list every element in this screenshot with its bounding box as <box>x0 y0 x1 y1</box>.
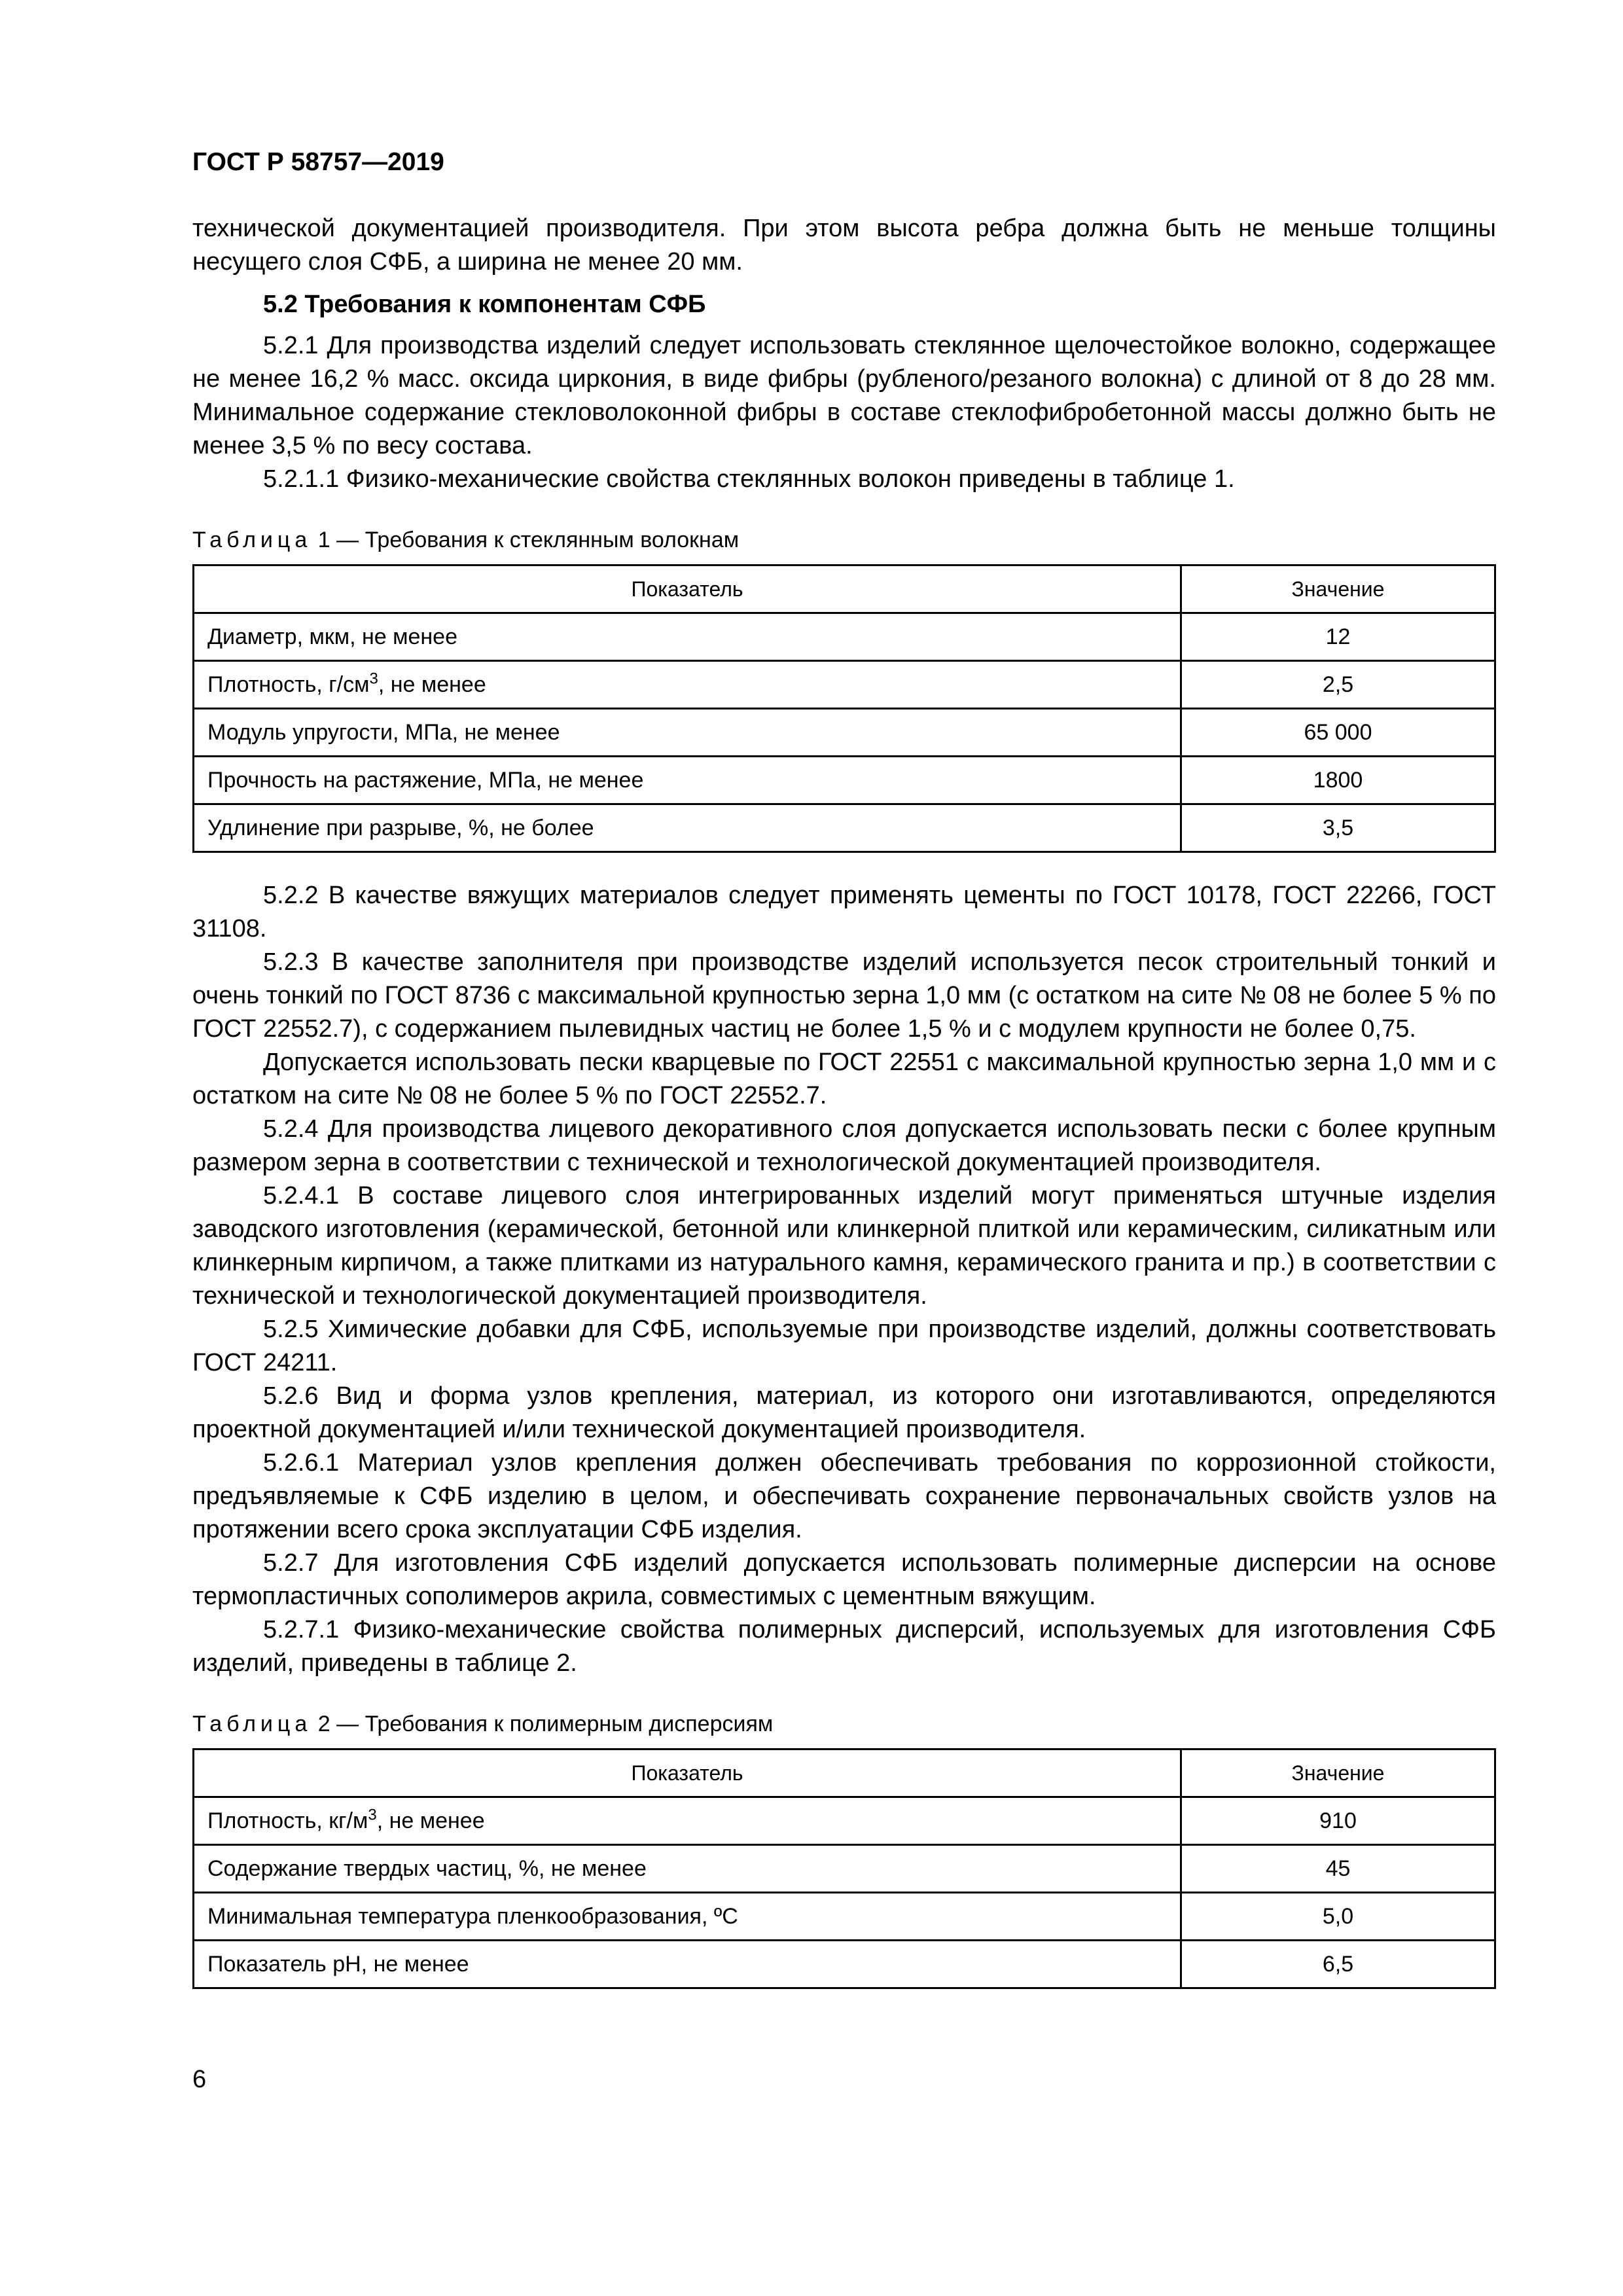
param-cell: Прочность на растяжение, МПа, не менее <box>194 757 1181 804</box>
value-cell: 45 <box>1181 1845 1495 1893</box>
table1 <box>192 564 1496 853</box>
param-cell: Содержание твердых частиц, %, не менее <box>194 1845 1181 1893</box>
table1-col-value: Значение <box>1181 565 1495 613</box>
paragraph-5-2-1-1: 5.2.1.1 Физико-механические свойства стеклянных волокон приведены в таблице 1. <box>263 465 1235 493</box>
param-text: Плотность, г/см <box>207 672 370 697</box>
param-cell: Минимальная температура пленкообразования, ºС <box>194 1893 1181 1941</box>
paragraph-5-2-7-1: 5.2.7.1 Физико-механические свойства полимерных дисперсий, используемых для изготовления СФБ изделий, приведены в таблице 2. <box>192 1616 1496 1677</box>
value-cell: 5,0 <box>1181 1893 1495 1941</box>
table-row <box>194 1893 1495 1941</box>
value-cell: 2,5 <box>1181 661 1495 709</box>
table1-caption-text: 1 — Требования к стеклянным волокнам <box>317 528 740 552</box>
table2-caption <box>192 1709 1496 1739</box>
paragraph-5-2-7: 5.2.7 Для изготовления СФБ изделий допускается использовать полимерные дисперсии на основе термопластичных сополимеров акрила, совместимых с цементным вяжущим. <box>192 1549 1496 1610</box>
table1-caption-word: Таблица <box>192 528 312 552</box>
table-row <box>194 661 1495 709</box>
table2-header-row <box>194 1749 1495 1797</box>
superscript: 3 <box>369 670 378 688</box>
table-row <box>194 709 1495 757</box>
value-cell: 3,5 <box>1181 804 1495 852</box>
table-row <box>194 1941 1495 1988</box>
param-cell: Показатель рН, не менее <box>194 1941 1181 1988</box>
paragraph-5-2-3-note: Допускается использовать пески кварцевые по ГОСТ 22551 с максимальной крупностью зерна 1,0 мм и с остатком на сите № 08 не более 5 % по ГОСТ 22552.7. <box>192 1049 1496 1109</box>
table2 <box>192 1748 1496 1989</box>
paragraph-5-2-2: 5.2.2 В качестве вяжущих материалов следует применять цементы по ГОСТ 10178, ГОСТ 22266, ГОСТ 31108. <box>192 882 1496 942</box>
intro-paragraph: технической документацией производителя. При этом высота ребра должна быть не меньше толщины несущего слоя СФБ, а ширина не менее 20 мм. <box>192 215 1496 276</box>
table2-caption-text: 2 — Требования к полимерным дисперсиям <box>317 1712 774 1736</box>
paragraph-5-2-6: 5.2.6 Вид и форма узлов крепления, материал, из которого они изготавливаются, определяются проектной документацией и/или технической документацией производителя. <box>192 1382 1496 1443</box>
document-page <box>192 144 1496 1989</box>
paragraph-5-2-4: 5.2.4 Для производства лицевого декоративного слоя допускается использовать пески с более крупным размером зерна в соответствии с технической и технологической документацией производителя. <box>192 1115 1496 1176</box>
param-cell <box>194 1797 1181 1845</box>
paragraph-5-2-6-1: 5.2.6.1 Материал узлов крепления должен обеспечивать требования по коррозионной стойкости, предъявляемые к СФБ изделию в целом, и обеспечивать сохранение первоначальных свойств узлов на протяжении всего срока эксплуатации СФБ изделия. <box>192 1449 1496 1543</box>
table1-col-param: Показатель <box>194 565 1181 613</box>
param-cell: Диаметр, мкм, не менее <box>194 613 1181 661</box>
param-text: Плотность, кг/м <box>207 1808 368 1833</box>
value-cell: 910 <box>1181 1797 1495 1845</box>
spacer <box>192 853 1496 879</box>
superscript: 3 <box>368 1806 377 1824</box>
section-heading: 5.2 Требования к компонентам СФБ <box>263 291 706 318</box>
value-cell: 1800 <box>1181 757 1495 804</box>
param-cell: Модуль упругости, МПа, не менее <box>194 709 1181 757</box>
paragraph-5-2-3: 5.2.3 В качестве заполнителя при производстве изделий используется песок строительный тонкий и очень тонкий по ГОСТ 8736 с максимальной крупностью зерна 1,0 мм (с остатком на сите № 08 не более 5 % по ГОСТ 22552.7), с содержанием пылевидных частиц не более 1,5 % и с модулем крупности не более 0,75. <box>192 948 1496 1043</box>
table-row <box>194 1845 1495 1893</box>
table1-header-row <box>194 565 1495 613</box>
table2-col-value: Значение <box>1181 1749 1495 1797</box>
table-row <box>194 804 1495 852</box>
value-cell: 65 000 <box>1181 709 1495 757</box>
table-row <box>194 1797 1495 1845</box>
table-row <box>194 613 1495 661</box>
value-cell: 12 <box>1181 613 1495 661</box>
param-text: , не менее <box>376 1808 485 1833</box>
page-header: ГОСТ Р 58757—2019 <box>192 148 444 176</box>
paragraph-5-2-4-1: 5.2.4.1 В составе лицевого слоя интегрированных изделий могут применяться штучные изделия заводского изготовления (керамической, бетонной или клинкерной плиткой или керамическим, силикатным или клинкерным кирпичом, а также плитками из натурального камня, керамического гранита и пр.) в соответствии с технической и технологической документацией производителя. <box>192 1182 1496 1310</box>
table2-col-param: Показатель <box>194 1749 1181 1797</box>
param-text: , не менее <box>378 672 486 697</box>
param-cell <box>194 661 1181 709</box>
table-row <box>194 757 1495 804</box>
paragraph-5-2-1: 5.2.1 Для производства изделий следует использовать стеклянное щелочестойкое волокно, содержащее не менее 16,2 % масс. оксида циркония, в виде фибры (рубленого/резаного волокна) с длиной от 8 до 28 мм. Минимальное содержание стекловолоконной фибры в составе стеклофибробетонной массы должно быть не менее 3,5 % по весу состава. <box>192 332 1496 459</box>
paragraph-5-2-5: 5.2.5 Химические добавки для СФБ, используемые при производстве изделий, должны соответствовать ГОСТ 24211. <box>192 1316 1496 1376</box>
table2-caption-word: Таблица <box>192 1712 312 1736</box>
value-cell: 6,5 <box>1181 1941 1495 1988</box>
table1-caption <box>192 525 1496 555</box>
param-cell: Удлинение при разрыве, %, не более <box>194 804 1181 852</box>
page-number: 6 <box>192 2066 207 2093</box>
